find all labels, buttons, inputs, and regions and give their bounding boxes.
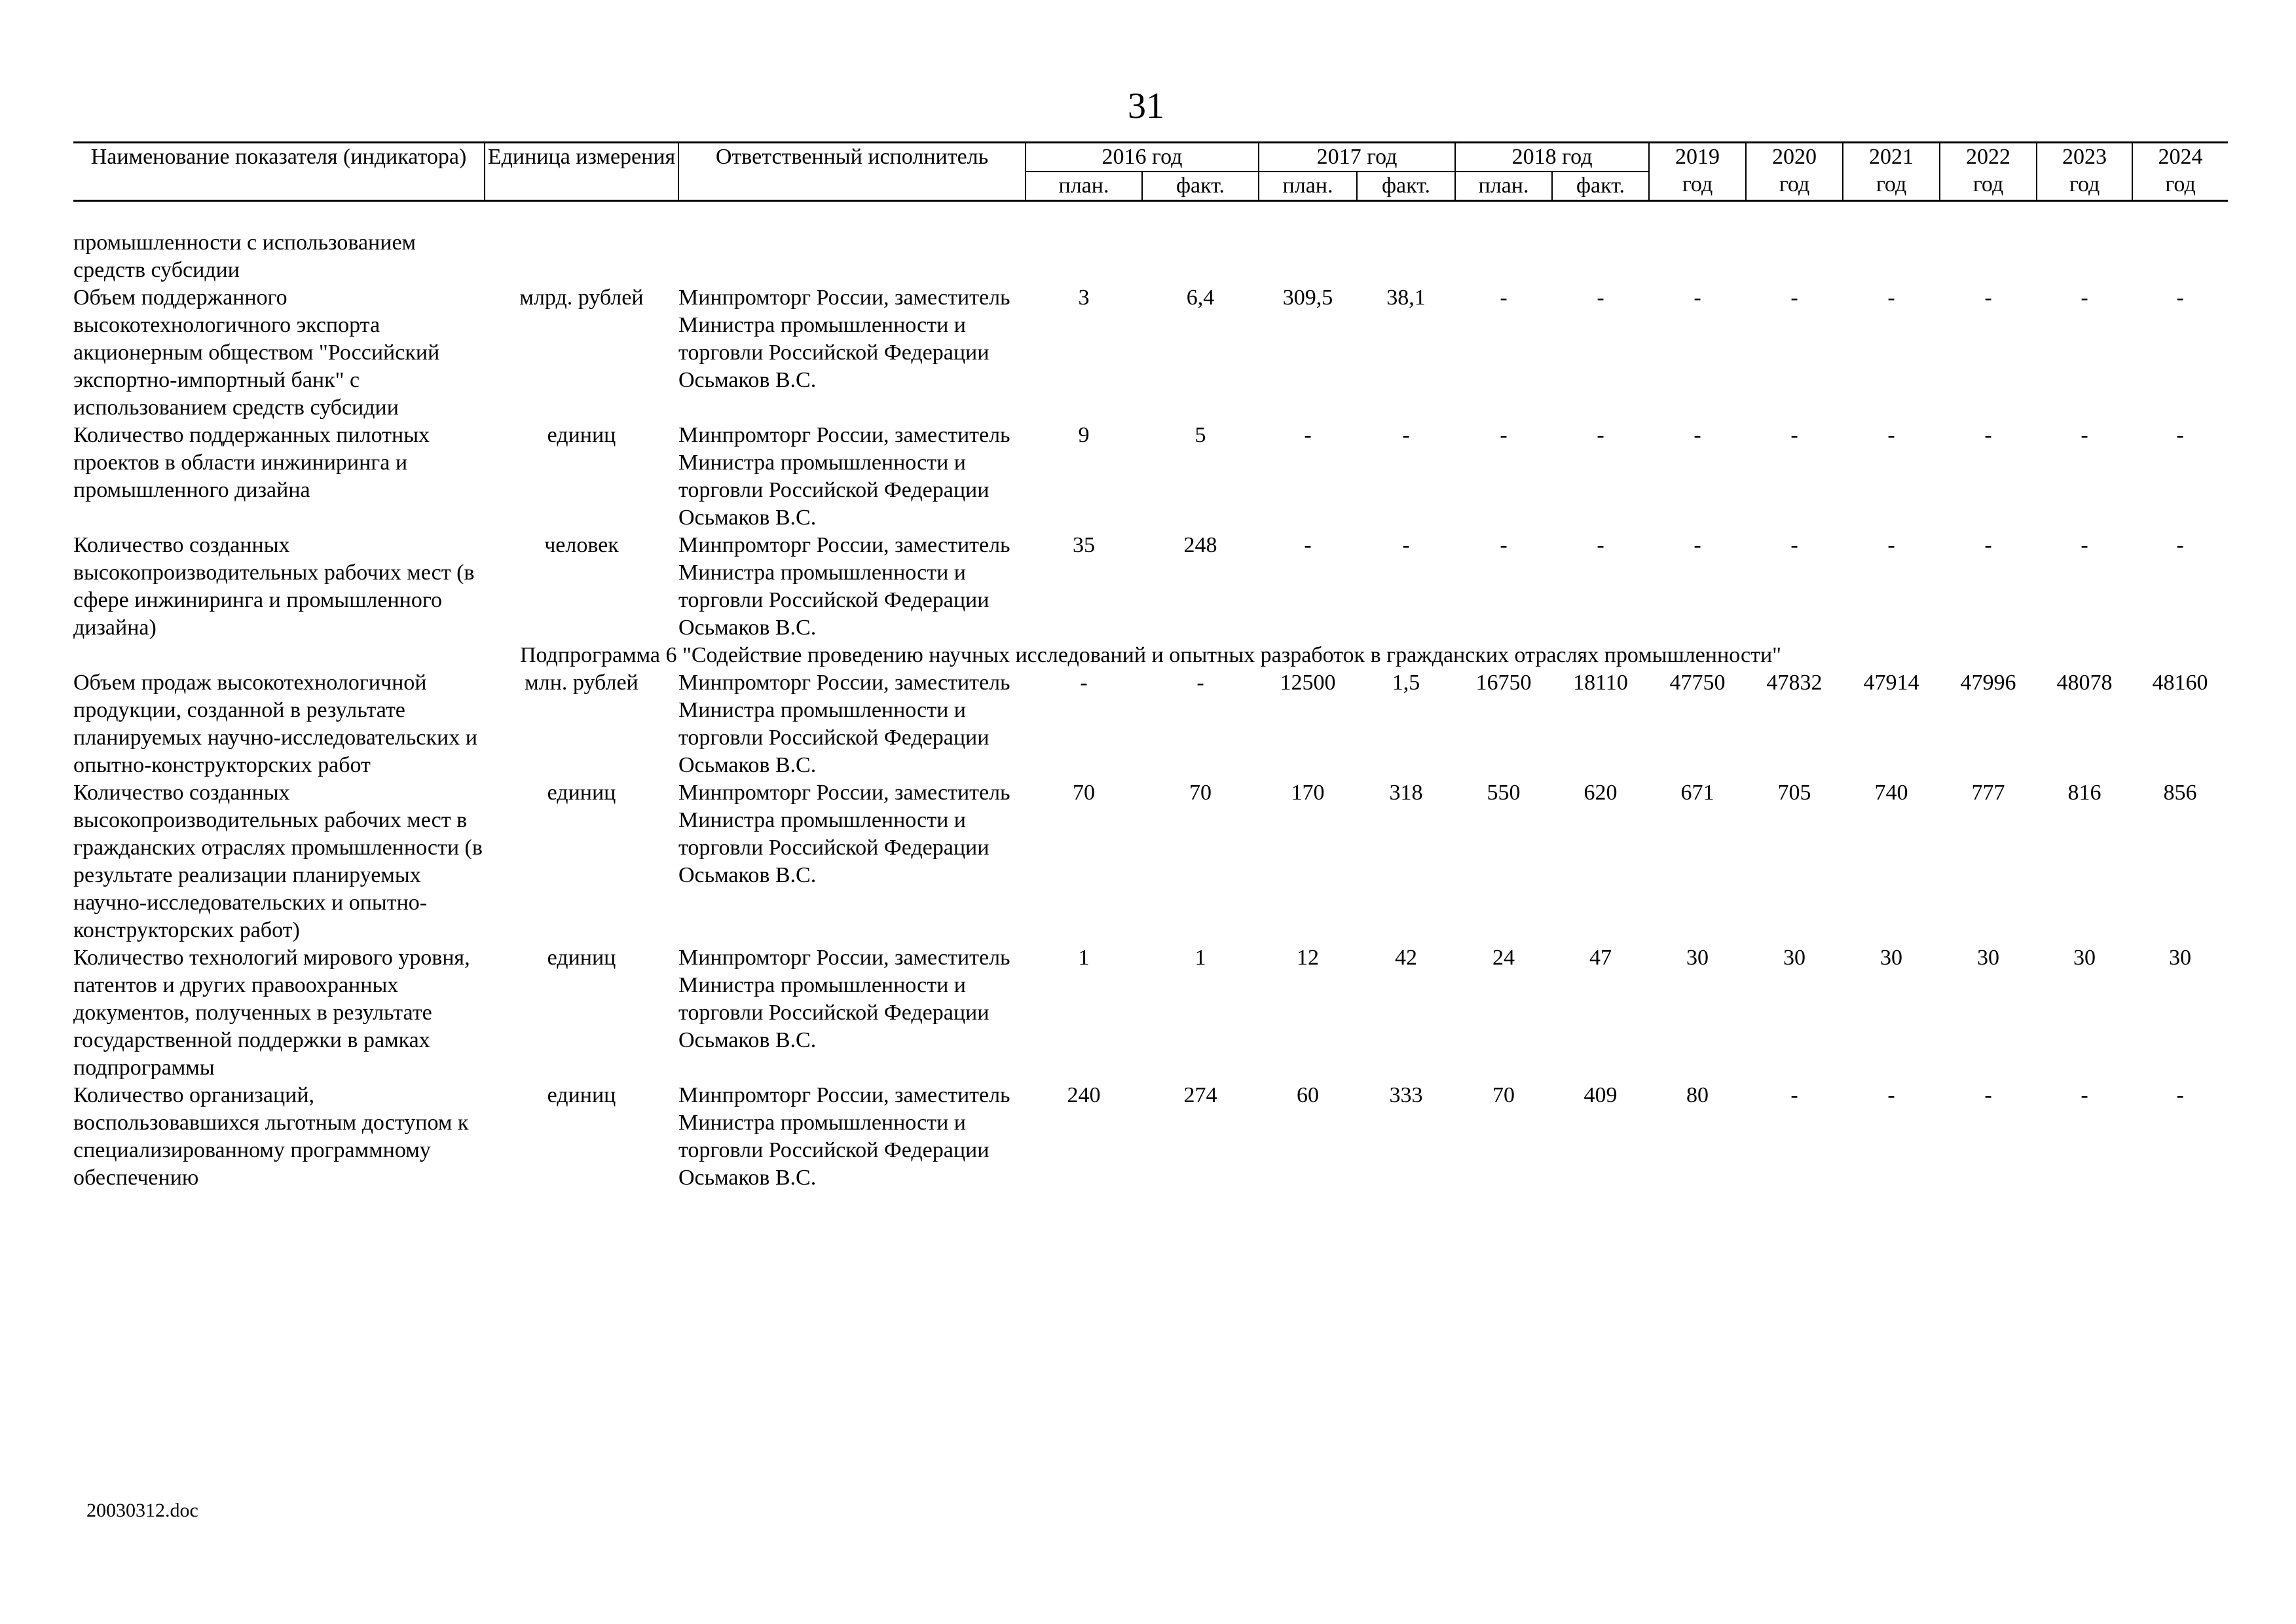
value-cell: - <box>1694 423 1701 447</box>
value-cell: 333 <box>1389 1083 1423 1107</box>
value-cell: 30 <box>1977 946 2000 970</box>
value-cell: - <box>1500 423 1508 447</box>
value-cell: - <box>1887 1083 1895 1107</box>
value-cell: 38,1 <box>1386 286 1426 310</box>
header-year-2022 <box>1940 143 2037 201</box>
value-cell: 12500 <box>1280 671 1336 695</box>
value-cell: 18110 <box>1573 671 1628 695</box>
header-fact-2017: факт. <box>1357 172 1455 201</box>
value-cell: 550 <box>1487 781 1521 805</box>
value-cell: - <box>1304 533 1312 557</box>
value-cell: 9 <box>1078 423 1090 447</box>
value-cell: 309,5 <box>1282 286 1333 310</box>
value-cell: 740 <box>1874 781 1908 805</box>
value-cell: - <box>1984 1083 1992 1107</box>
value-cell: 30 <box>1686 946 1709 970</box>
value-cell: 42 <box>1395 946 1418 970</box>
value-cell: - <box>1984 286 1992 310</box>
value-cell: 6,4 <box>1186 286 1215 310</box>
header-year-suffix: год <box>1876 172 1907 196</box>
indicator-name: Объем продаж высокотехнологичной продукции, созданной в результате планируемых научно-исследовательских и опытно-конструкторских работ <box>73 671 477 777</box>
responsible-cell: Минпромторг России, заместитель Министра промышленности и торговли Российской Федерации Осьмаков В.С. <box>678 533 1010 640</box>
value-cell: - <box>1984 533 1992 557</box>
table-row <box>73 779 2228 944</box>
unit-cell: млн. рублей <box>525 671 639 695</box>
value-cell: 248 <box>1183 533 1217 557</box>
table-header <box>73 143 2228 201</box>
value-cell: 47996 <box>1960 671 2016 695</box>
value-cell: 856 <box>2163 781 2197 805</box>
value-cell: 318 <box>1389 781 1423 805</box>
value-cell: - <box>1196 671 1204 695</box>
value-cell: - <box>1500 533 1508 557</box>
value-cell: - <box>2081 286 2088 310</box>
value-cell: - <box>1887 533 1895 557</box>
indicator-name: Количество поддержанных пилотных проектов в области инжиниринга и промышленного дизайна <box>73 423 430 502</box>
value-cell: - <box>2176 1083 2184 1107</box>
value-cell: 80 <box>1686 1083 1709 1107</box>
value-cell: 47750 <box>1669 671 1726 695</box>
header-fact-2016: факт. <box>1142 172 1259 201</box>
responsible-cell: Минпромторг России, заместитель Министра промышленности и торговли Российской Федерации Осьмаков В.С. <box>678 1083 1010 1190</box>
header-year-suffix: год <box>1972 172 2004 196</box>
subprogram-title: Подпрограмма 6 "Содействие проведению научных исследований и опытных разработок в гражданских отраслях промышленности" <box>519 643 1782 667</box>
value-cell: - <box>2081 423 2088 447</box>
header-year-2018: 2018 год <box>1455 143 1649 172</box>
responsible-cell: Минпромторг России, заместитель Министра промышленности и торговли Российской Федерации Осьмаков В.С. <box>678 946 1010 1052</box>
indicator-name: Количество созданных высокопроизводительных рабочих мест (в сфере инжиниринга и промышленного дизайна) <box>73 533 475 640</box>
header-plan-2017: план. <box>1259 172 1357 201</box>
value-cell: - <box>1694 533 1701 557</box>
table-row <box>73 422 2228 532</box>
header-year-number: 2024 <box>2158 145 2203 169</box>
value-cell: - <box>1402 533 1410 557</box>
header-year-number: 2020 <box>1772 145 1817 169</box>
header-name: Наименование показателя (индикатора) <box>73 143 485 201</box>
unit-cell: единиц <box>547 946 616 970</box>
table-body <box>73 201 2228 1192</box>
value-cell: - <box>2176 533 2184 557</box>
header-year-number: 2019 <box>1675 145 1720 169</box>
responsible-cell: Минпромторг России, заместитель Министра промышленности и торговли Российской Федерации Осьмаков В.С. <box>678 286 1010 392</box>
subprogram-row <box>73 642 2228 669</box>
value-cell: 1,5 <box>1392 671 1420 695</box>
indicators-table <box>73 141 2228 1192</box>
value-cell: 620 <box>1583 781 1618 805</box>
value-cell: 30 <box>1783 946 1806 970</box>
value-cell: 240 <box>1067 1083 1101 1107</box>
value-cell: 30 <box>1880 946 1903 970</box>
value-cell: 16750 <box>1475 671 1532 695</box>
table-row <box>73 944 2228 1082</box>
value-cell: - <box>1790 533 1798 557</box>
indicator-name: Количество организаций, воспользовавшихся льготным доступом к специализированному программному обеспечению <box>73 1083 469 1190</box>
value-cell: 60 <box>1297 1083 1320 1107</box>
value-cell: 47832 <box>1766 671 1823 695</box>
indicator-name: Количество технологий мирового уровня, патентов и других правоохранных документов, полученных в результате государственной поддержки в рамках подпрограммы <box>73 946 470 1080</box>
unit-cell: человек <box>544 533 619 557</box>
spacer-cell <box>73 201 2228 230</box>
value-cell: 24 <box>1492 946 1515 970</box>
continuation-empty <box>485 229 2228 284</box>
header-unit: Единица измерения <box>485 143 678 201</box>
header-year-2016: 2016 год <box>1026 143 1259 172</box>
value-cell: 47 <box>1589 946 1612 970</box>
value-cell: 12 <box>1297 946 1320 970</box>
header-year-2023 <box>2037 143 2132 201</box>
header-plan-2016: план. <box>1026 172 1142 201</box>
value-cell: 70 <box>1073 781 1095 805</box>
header-year-2020 <box>1746 143 1843 201</box>
value-cell: 48078 <box>2056 671 2113 695</box>
header-year-2021 <box>1843 143 1940 201</box>
value-cell: - <box>1887 423 1895 447</box>
value-cell: 409 <box>1583 1083 1618 1107</box>
header-plan-2018: план. <box>1455 172 1552 201</box>
value-cell: - <box>1304 423 1312 447</box>
page-number: 31 <box>1128 86 1164 126</box>
header-year-suffix: год <box>2165 172 2196 196</box>
header-year-number: 2022 <box>1966 145 2011 169</box>
header-year-suffix: год <box>1682 172 1713 196</box>
value-cell: - <box>1790 423 1798 447</box>
unit-cell: единиц <box>547 1083 616 1107</box>
table-row <box>73 284 2228 422</box>
unit-cell: единиц <box>547 423 616 447</box>
value-cell: - <box>1500 286 1508 310</box>
spacer-row <box>73 201 2228 230</box>
continuation-text: промышленности с использованием средств субсидии <box>73 231 417 282</box>
header-year-2019 <box>1649 143 1746 201</box>
value-cell: - <box>1887 286 1895 310</box>
value-cell: - <box>1080 671 1088 695</box>
value-cell: - <box>2176 423 2184 447</box>
value-cell: - <box>1790 1083 1798 1107</box>
value-cell: 47914 <box>1863 671 1919 695</box>
value-cell: 30 <box>2169 946 2192 970</box>
header-year-number: 2023 <box>2062 145 2107 169</box>
value-cell: 3 <box>1078 286 1090 310</box>
unit-cell: единиц <box>547 781 616 805</box>
table-row <box>73 669 2228 779</box>
value-cell: 705 <box>1777 781 1811 805</box>
value-cell: 274 <box>1183 1083 1217 1107</box>
value-cell: - <box>2081 533 2088 557</box>
value-cell: 70 <box>1492 1083 1515 1107</box>
value-cell: 48160 <box>2152 671 2208 695</box>
header-year-2017: 2017 год <box>1259 143 1455 172</box>
value-cell: 35 <box>1073 533 1095 557</box>
indicator-name: Количество созданных высокопроизводительных рабочих мест в гражданских отраслях промышленности (в результате реализации планируемых научно-исследовательских и опытно-конструкторских работ) <box>73 781 483 942</box>
value-cell: - <box>2081 1083 2088 1107</box>
value-cell: 1 <box>1194 946 1206 970</box>
indicator-name: Объем поддержанного высокотехнологичного экспорта акционерным обществом "Российский экспортно-импортный банк" с использованием средств субсидии <box>73 286 440 420</box>
value-cell: 170 <box>1291 781 1325 805</box>
header-fact-2018: факт. <box>1552 172 1649 201</box>
value-cell: - <box>1597 286 1604 310</box>
responsible-cell: Минпромторг России, заместитель Министра промышленности и торговли Российской Федерации Осьмаков В.С. <box>678 423 1010 530</box>
header-responsible: Ответственный исполнитель <box>678 143 1026 201</box>
unit-cell: млрд. рублей <box>519 286 644 310</box>
header-year-2024 <box>2132 143 2228 201</box>
continuation-row <box>73 229 2228 284</box>
table-row <box>73 1082 2228 1192</box>
value-cell: 777 <box>1971 781 2005 805</box>
value-cell: 671 <box>1680 781 1714 805</box>
value-cell: 816 <box>2067 781 2102 805</box>
value-cell: - <box>1402 423 1410 447</box>
header-year-suffix: год <box>2069 172 2100 196</box>
value-cell: - <box>1790 286 1798 310</box>
value-cell: 5 <box>1194 423 1206 447</box>
value-cell: - <box>1597 533 1604 557</box>
value-cell: 1 <box>1078 946 1090 970</box>
value-cell: 30 <box>2073 946 2096 970</box>
value-cell: - <box>2176 286 2184 310</box>
footer-filename: 20030312.doc <box>86 1500 198 1521</box>
header-year-suffix: год <box>1779 172 1810 196</box>
header-year-number: 2021 <box>1869 145 1914 169</box>
responsible-cell: Минпромторг России, заместитель Министра промышленности и торговли Российской Федерации Осьмаков В.С. <box>678 781 1010 887</box>
value-cell: - <box>1597 423 1604 447</box>
value-cell: - <box>1694 286 1701 310</box>
value-cell: - <box>1984 423 1992 447</box>
value-cell: 70 <box>1189 781 1212 805</box>
table-row <box>73 532 2228 642</box>
responsible-cell: Минпромторг России, заместитель Министра промышленности и торговли Российской Федерации Осьмаков В.С. <box>678 671 1010 777</box>
